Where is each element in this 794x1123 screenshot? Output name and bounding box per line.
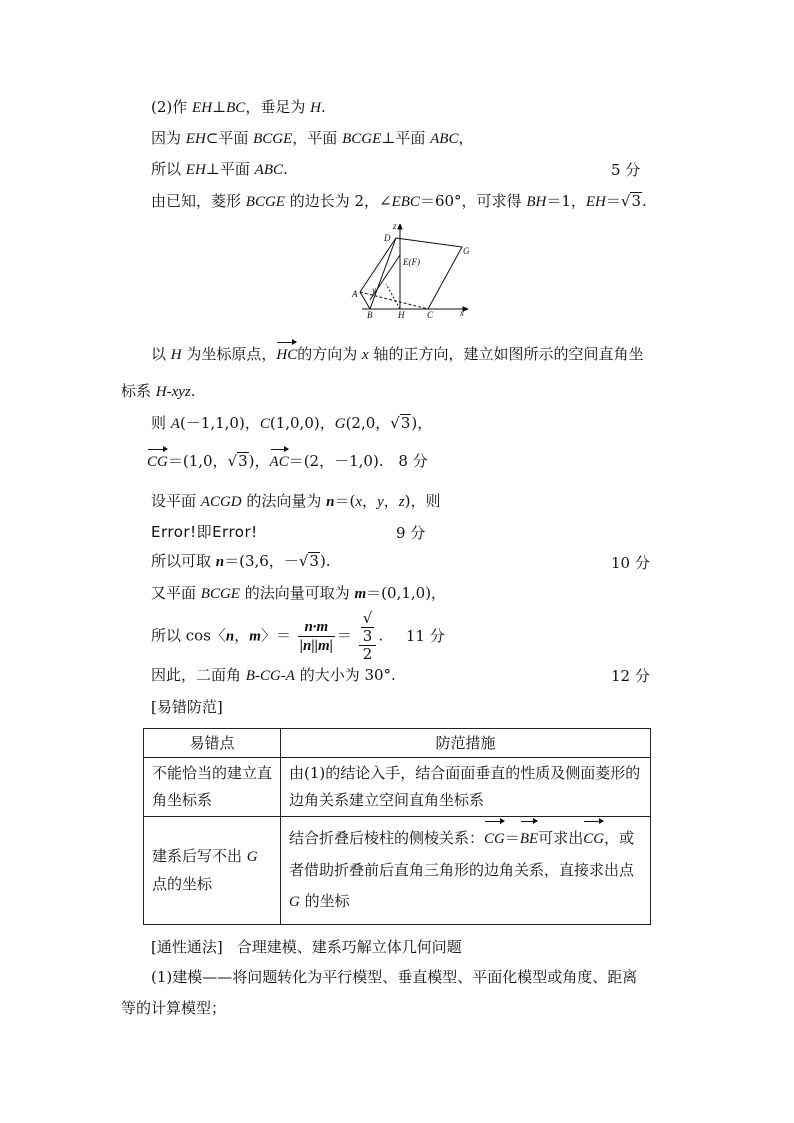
error-prevention-table bbox=[143, 728, 651, 925]
label-H: H bbox=[398, 310, 405, 320]
plane-normal-line: 又平面 BCGE 的法向量可取为 m＝(0,1,0)， bbox=[151, 584, 447, 602]
error-line: Error!即Error! bbox=[151, 523, 258, 541]
score-11: 11 分 bbox=[405, 626, 445, 645]
score-9: 9 分 bbox=[396, 524, 426, 542]
label-y: y bbox=[372, 285, 376, 295]
value-fraction: √ 3 2 bbox=[359, 610, 377, 663]
label-D: D bbox=[384, 233, 391, 243]
score-5: 5 分 bbox=[611, 161, 641, 179]
cos-line: 所以 cos〈n，m〉＝ $\frac{n\cdot m}{|n||m|}$ ＝ √ 3 2 . 11 分 bbox=[151, 609, 445, 663]
table-header-point: 易错点 bbox=[144, 729, 281, 758]
label-B: B bbox=[367, 310, 373, 320]
label-EF: E(F) bbox=[403, 257, 420, 267]
table-cell-point: 不能恰当的建立直角坐标系 bbox=[144, 758, 281, 817]
conclusion-line: 因此，二面角 B-CG-A 的大小为 30°. bbox=[151, 666, 396, 684]
given-line: 由已知，菱形 BCGE 的边长为 2，∠EBC＝60°，可求得 BH＝1，EH＝√3. bbox=[151, 192, 647, 210]
points-line: 则 A(－1,1,0)，C(1,0,0)，G(2,0，√3)， bbox=[151, 414, 433, 432]
label-x: x bbox=[460, 308, 464, 318]
table-cell-measure: 结合折叠后棱柱的侧棱关系：CG＝BE可求出CG，或者借助折叠前后直角三角形的边角关系，直接求出点 G 的坐标 bbox=[281, 817, 651, 925]
take-n-line: 所以可取 n＝(3,6，－√3). bbox=[151, 552, 331, 570]
general-method-title: [通性通法] 合理建模、建系巧解立体几何问题 bbox=[151, 938, 462, 956]
origin-line: 以 H 为坐标原点，HC的方向为 x 轴的正方向，建立如图所示的空间直角坐 bbox=[151, 345, 644, 363]
table-row bbox=[144, 817, 651, 925]
score-10: 10 分 bbox=[611, 554, 650, 572]
coordinate-figure bbox=[340, 220, 480, 320]
table-cell-measure: 由(1)的结论入手，结合面面垂直的性质及侧面菱形的边角关系建立空间直角坐标系 bbox=[281, 758, 651, 817]
score-8: 8 分 bbox=[398, 452, 428, 470]
table-cell-point: 建系后写不出 G 点的坐标 bbox=[144, 817, 281, 925]
cos-fraction: $\frac{n\cdot m}{|n||m|}$ bbox=[299, 619, 333, 654]
label-C: C bbox=[427, 310, 434, 320]
step-2-line: (2)作 EH⊥BC，垂足为 H. bbox=[151, 98, 326, 116]
method-paragraph-2: 等的计算模型； bbox=[121, 999, 227, 1017]
label-G: G bbox=[463, 246, 470, 256]
table-row bbox=[144, 758, 651, 817]
coord-system-line: 标系 H-xyz. bbox=[121, 382, 196, 400]
therefore-line: 所以 EH⊥平面 ABC. bbox=[151, 160, 288, 178]
table-header-measure: 防范措施 bbox=[281, 729, 651, 758]
label-z: z bbox=[393, 221, 397, 231]
error-prevention-title: [易错防范] bbox=[151, 698, 223, 716]
normal-vector-line: 设平面 ACGD 的法向量为 n＝(x，y，z)，则 bbox=[151, 492, 441, 510]
score-12: 12 分 bbox=[611, 667, 650, 685]
method-paragraph-1: (1)建模——将问题转化为平行模型、垂直模型、平面化模型或角度、距离 bbox=[151, 968, 638, 986]
label-A: A bbox=[352, 289, 358, 299]
because-line: 因为 EH⊂平面 BCGE，平面 BCGE⊥平面 ABC， bbox=[151, 129, 474, 147]
vectors-line: CG＝(1,0，√3)，AC＝(2，－1,0). 8 分 bbox=[147, 452, 428, 470]
